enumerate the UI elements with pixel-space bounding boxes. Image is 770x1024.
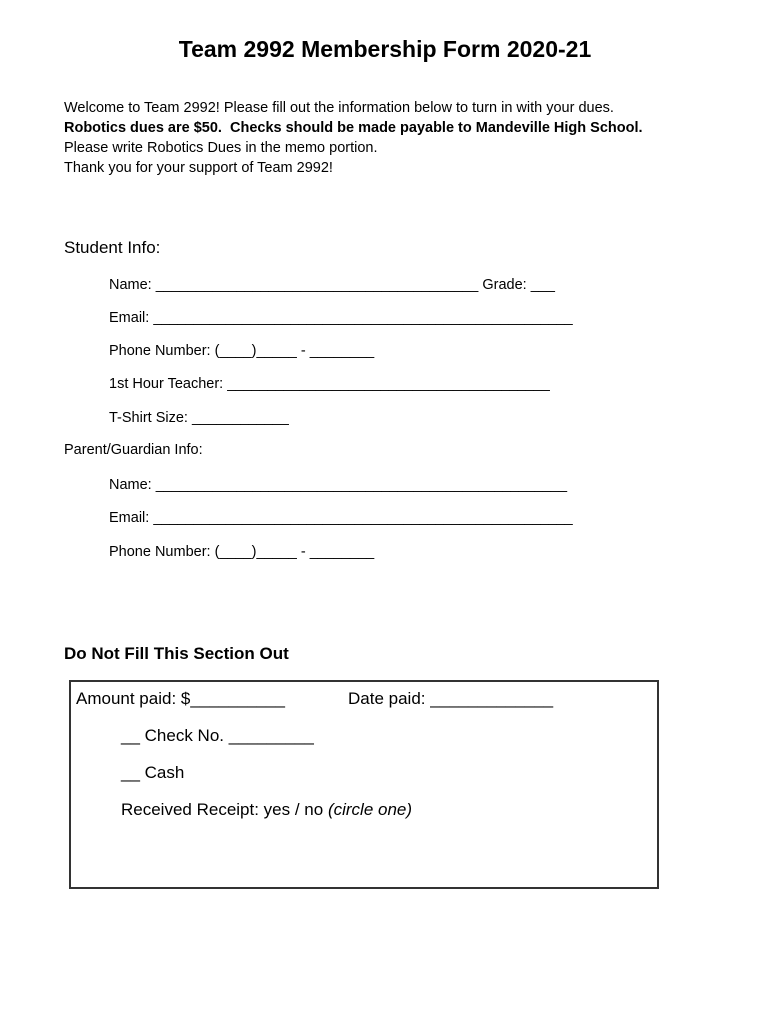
intro-welcome: Welcome to Team 2992! Please fill out the information below to turn in with your dues.: [64, 100, 614, 116]
office-use-box: [69, 680, 659, 889]
student-info-heading: Student Info:: [64, 238, 161, 257]
amount-paid-field[interactable]: Amount paid: $__________: [76, 689, 285, 708]
circle-one-note: (circle one): [327, 800, 413, 819]
first-hour-teacher-field[interactable]: 1st Hour Teacher: ________________________________________: [109, 376, 550, 392]
cash-option[interactable]: __ Cash: [121, 763, 185, 782]
intro-thanks: Thank you for your support of Team 2992!: [64, 160, 333, 176]
parent-email-field[interactable]: Email: ____________________________________________________: [109, 510, 573, 526]
check-number-field[interactable]: __ Check No. _________: [121, 726, 314, 745]
parent-name-field[interactable]: Name: ___________________________________________________: [109, 477, 568, 493]
tshirt-size-field[interactable]: T-Shirt Size: ____________: [109, 410, 289, 426]
office-use-heading: Do Not Fill This Section Out: [64, 644, 289, 663]
received-receipt-line: [121, 800, 412, 820]
intro-dues-instructions: Robotics dues are $50. Checks should be made payable to Mandeville High School.: [64, 120, 643, 136]
student-phone-field[interactable]: Phone Number: (____)_____ - ________: [109, 343, 375, 359]
form-title: Team 2992 Membership Form 2020-21: [178, 36, 592, 62]
parent-info-heading: Parent/Guardian Info:: [64, 442, 203, 458]
student-email-field[interactable]: Email: ____________________________________________________: [109, 310, 573, 326]
intro-memo-note: Please write Robotics Dues in the memo portion.: [64, 140, 378, 156]
date-paid-field[interactable]: Date paid: _____________: [348, 689, 554, 708]
parent-phone-field[interactable]: Phone Number: (____)_____ - ________: [109, 544, 375, 560]
received-receipt-label: Received Receipt: yes / no: [121, 800, 328, 819]
student-name-grade-field[interactable]: Name: ________________________________________ Grade: ___: [109, 277, 555, 293]
